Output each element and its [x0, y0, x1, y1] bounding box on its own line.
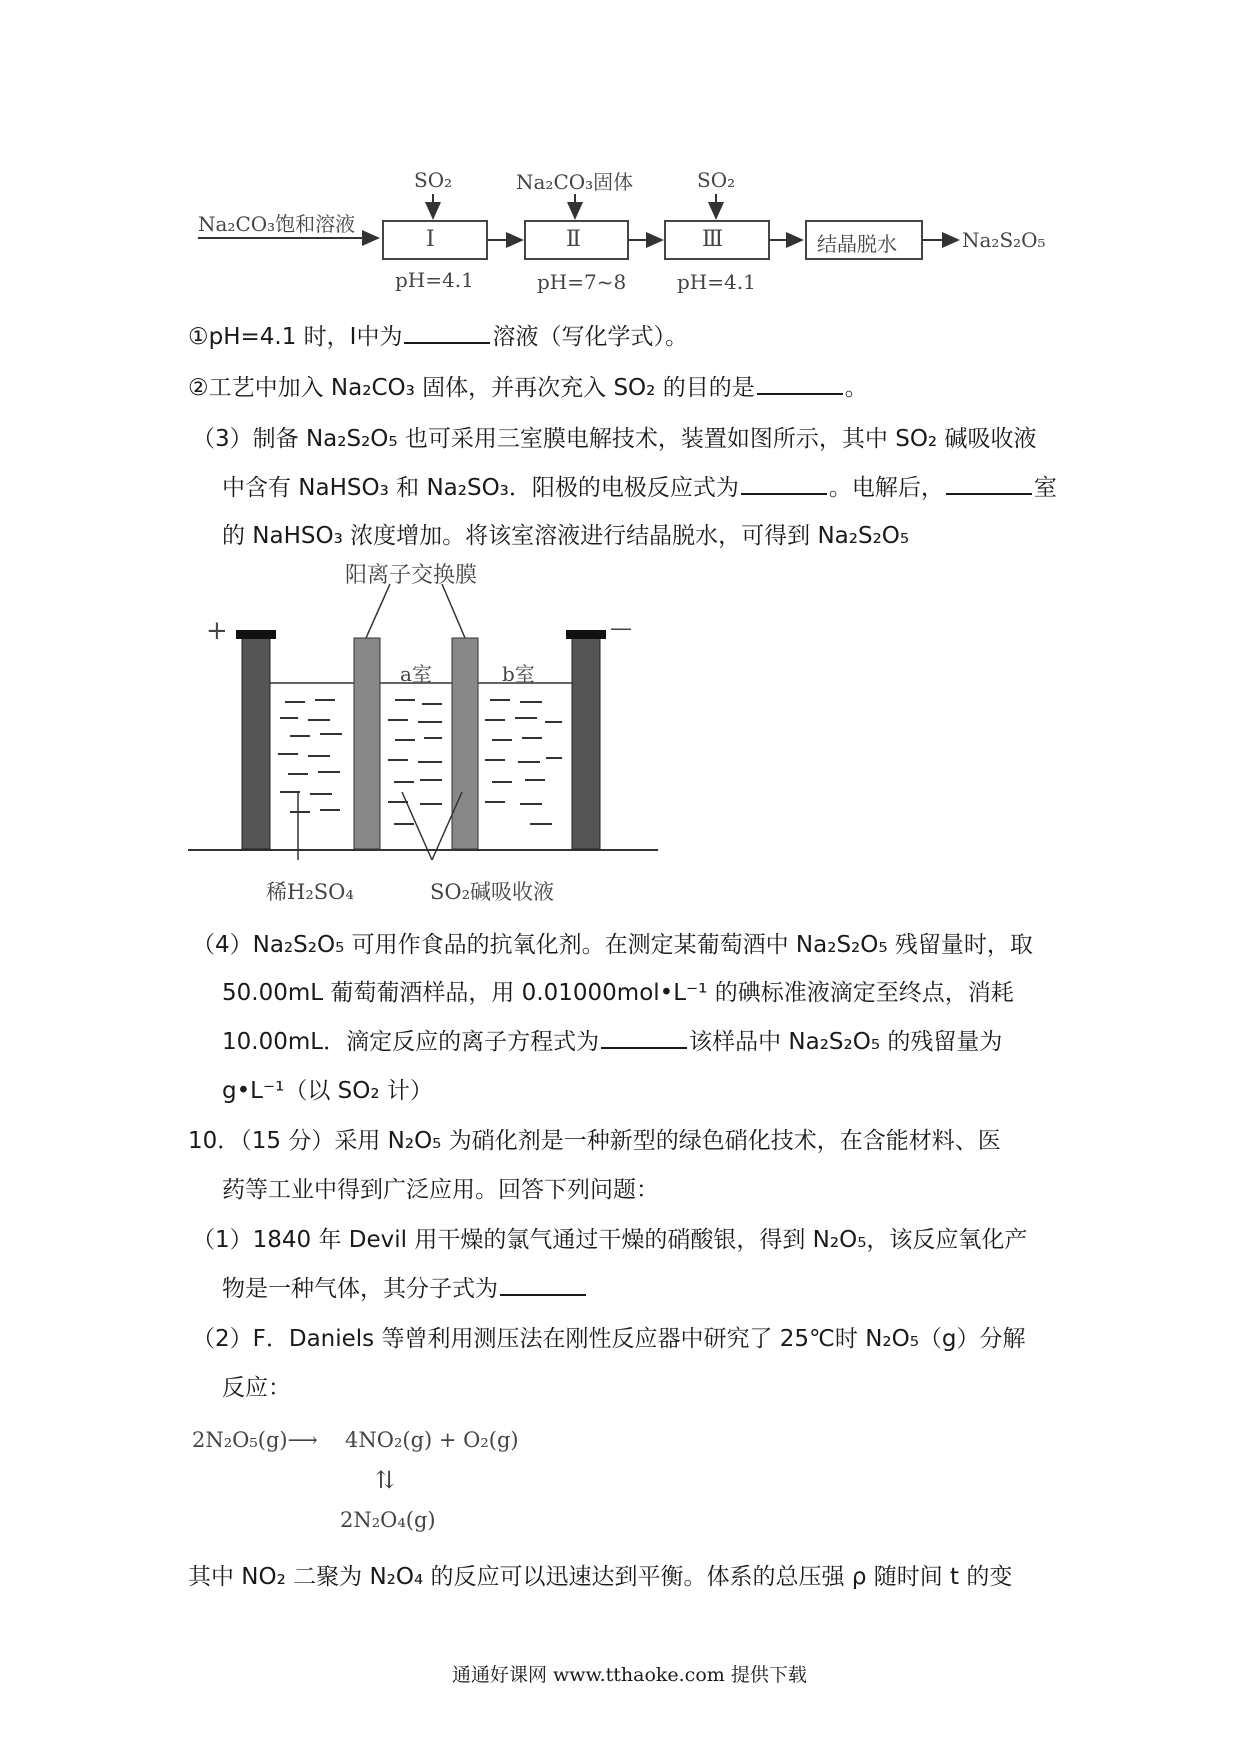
q10-line-2: 药等工业中得到广泛应用。回答下列问题： — [222, 1177, 659, 1203]
answer-blank-6[interactable] — [500, 1274, 586, 1296]
feed-label: Na₂CO₃饱和溶液 — [198, 212, 356, 236]
part-4-line-3a: 10.00mL．滴定反应的离子方程式为 — [222, 1029, 600, 1055]
equilibrium-arrows: ⇅ — [375, 1466, 396, 1494]
part-4-line-1: （4）Na₂S₂O₅ 可用作食品的抗氧化剂。在测定某葡萄酒中 Na₂S₂O₅ 残留量时，取 — [192, 932, 1033, 958]
q10-sub2-line-1: （2）F．Daniels 等曾利用测压法在刚性反应器中研究了 25℃时 N₂O₅（g）分解 — [192, 1326, 1026, 1352]
anode-sign: + — [206, 616, 228, 646]
part-4-line-4: g•L⁻¹（以 SO₂ 计） — [222, 1078, 433, 1104]
part-4-line-3 — [222, 1027, 1002, 1057]
ph-1-label: pH=4.1 — [395, 268, 474, 292]
input-2-label: Na₂CO₃固体 — [516, 170, 634, 194]
stage-1-label: Ⅰ — [426, 227, 435, 252]
membrane-label: 阳离子交换膜 — [345, 563, 478, 588]
question-2-text: ②工艺中加入 Na₂CO₃ 固体，并再次充入 SO₂ 的目的是 — [188, 375, 755, 401]
part-4-line-2: 50.00mL 葡萄葡酒样品，用 0.01000mol•L⁻¹ 的碘标准液滴定至终点，消耗 — [222, 980, 1014, 1006]
input-3-label: SO₂ — [697, 168, 736, 192]
q10-sub2-line-2: 反应： — [222, 1375, 291, 1401]
stage-2-box — [524, 220, 629, 260]
process-flowchart — [0, 150, 1240, 300]
part-3-line-2a: 中含有 NaHSO₃ 和 Na₂SO₃．阳极的电极反应式为 — [222, 475, 739, 501]
question-1-text: ①pH=4.1 时，Ⅰ中为 — [188, 324, 403, 350]
part-4-line-3b: 该样品中 Na₂S₂O₅ 的残留量为 — [689, 1029, 1003, 1055]
input-1-label: SO₂ — [414, 168, 453, 192]
absorb-label: SO₂碱吸收液 — [430, 880, 555, 904]
q10-sub1-text: 物是一种气体，其分子式为 — [222, 1276, 498, 1302]
reaction-bottom: 2N₂O₄(g) — [340, 1508, 436, 1532]
crystallize-label: 结晶脱水 — [817, 232, 897, 256]
question-1 — [188, 322, 688, 352]
stage-3-label: Ⅲ — [702, 227, 724, 252]
q10-line-1: 10．（15 分）采用 N₂O₅ 为硝化剂是一种新型的绿色硝化技术，在含能材料、医 — [188, 1128, 1001, 1154]
answer-blank-3[interactable] — [741, 473, 827, 495]
question-1-after: 溶液（写化学式）。 — [492, 324, 688, 350]
room-a-label: a室 — [400, 662, 432, 686]
answer-blank-2[interactable] — [757, 373, 843, 395]
cathode-sign: — — [610, 616, 632, 641]
q10-sub1-line-2 — [222, 1274, 588, 1304]
stage-2-label: Ⅱ — [566, 227, 581, 252]
answer-blank-1[interactable] — [404, 322, 490, 344]
answer-blank-5[interactable] — [601, 1027, 687, 1049]
part-3-line-3: 的 NaHSO₃ 浓度增加。将该室溶液进行结晶脱水，可得到 Na₂S₂O₅ — [222, 523, 910, 549]
reaction-right: 4NO₂(g) + O₂(g) — [345, 1428, 519, 1452]
room-b-label: b室 — [502, 662, 535, 686]
footer-watermark: 通通好课网 www.tthaoke.com 提供下载 — [452, 1664, 807, 1686]
ph-3-label: pH=4.1 — [677, 270, 756, 294]
product-label: Na₂S₂O₅ — [962, 228, 1046, 252]
electrolysis-cell-diagram — [180, 563, 670, 910]
acid-label: 稀H₂SO₄ — [266, 880, 354, 904]
stage-1-box — [382, 220, 488, 260]
answer-blank-4[interactable] — [946, 473, 1032, 495]
part-3-line-2c: 室 — [1033, 475, 1057, 501]
stage-3-box — [664, 220, 770, 260]
part-3-line-2 — [222, 473, 1057, 503]
part-3-line-1: （3）制备 Na₂S₂O₅ 也可采用三室膜电解技术，装置如图所示，其中 SO₂ 碱吸收液 — [192, 426, 1037, 452]
q10-sub1-line-1: （1）1840 年 Devil 用干燥的氯气通过干燥的硝酸银，得到 N₂O₅，该反应氧化产 — [192, 1227, 1028, 1253]
last-line: 其中 NO₂ 二聚为 N₂O₄ 的反应可以迅速达到平衡。体系的总压强 ρ 随时间 t 的变 — [188, 1564, 1013, 1590]
reaction-left: 2N₂O₅(g)⟶ — [192, 1428, 318, 1452]
question-2-after: 。 — [844, 375, 868, 401]
part-3-line-2b: 。电解后， — [828, 475, 944, 501]
crystallize-box — [805, 220, 923, 260]
cell-drawing — [180, 570, 670, 910]
ph-2-label: pH=7~8 — [537, 270, 627, 294]
question-2 — [188, 373, 868, 403]
